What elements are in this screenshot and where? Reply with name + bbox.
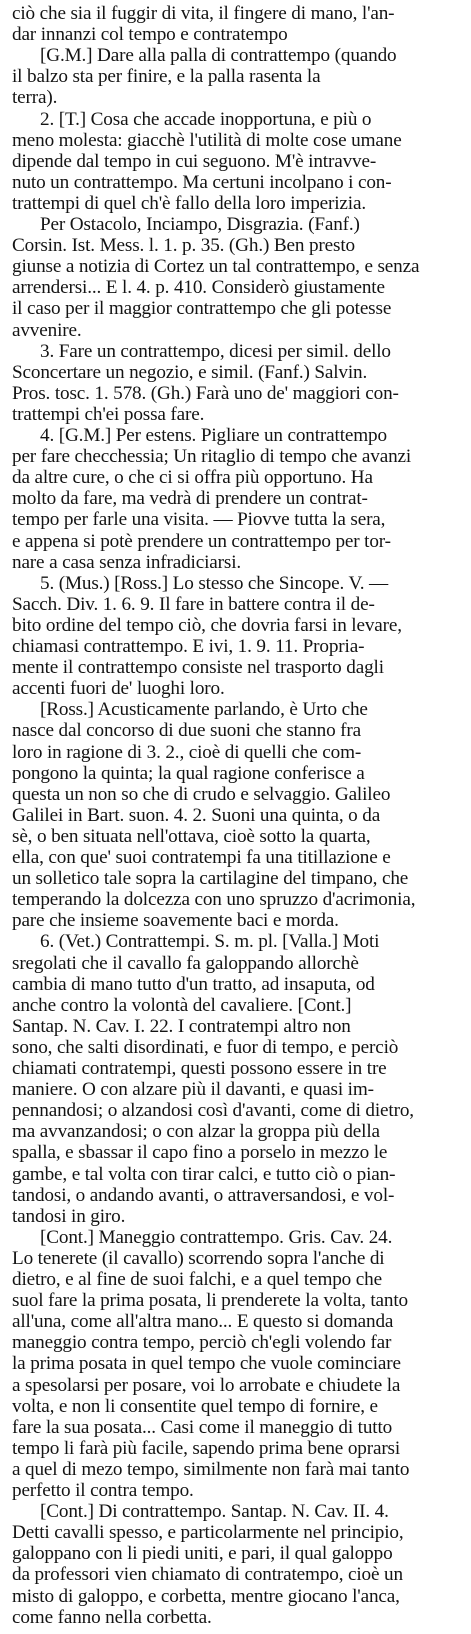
text-line: un solletico tale sopra la cartilagine del timpano, che <box>12 868 409 890</box>
text-line: tempo li farà più facile, sapendo prima bene oprarsi <box>12 1437 401 1459</box>
text-line: trattempi ch'ei possa fare. <box>12 403 205 425</box>
text-line: tandosi, o andando avanti, o attraversandosi, e vol- <box>12 1184 395 1206</box>
text-line: fare la sua posata... Casi come il maneggio di tutto <box>12 1416 393 1438</box>
text-line: Sconcertare un negozio, e simil. (Fanf.) Salvin. <box>12 361 368 383</box>
text-line: mente il contrattempo consiste nel trasporto dagli <box>12 657 384 679</box>
text-line: tempo per farle una visita. — Piovve tutta la sera, <box>12 509 386 531</box>
text-line: accenti fuori de' luoghi loro. <box>12 678 225 700</box>
text-line: il balzo sta per finire, e la palla rasenta la <box>12 66 321 88</box>
text-line: [Cont.] Maneggio contrattempo. Gris. Cav. 24. <box>40 1226 393 1248</box>
text-line: 4. [G.M.] Per estens. Pigliare un contrattempo <box>40 425 387 446</box>
text-line: bito ordine del tempo ciò, che dovria farsi in levare, <box>12 614 402 636</box>
text-line: 6. (Vet.) Contrattempi. S. m. pl. [Valla.] Moti <box>40 931 380 953</box>
text-line: maniere. O con alzare più il davanti, e quasi im- <box>12 1079 374 1101</box>
text-line: cambia di mano tutto d'un tratto, ad insaputa, od <box>12 973 375 995</box>
text-line: Lo tenerete (il cavallo) scorrendo sopra l'anche di <box>12 1247 385 1269</box>
text-line: [G.M.] Dare alla palla di contrattempo (quando <box>40 45 397 67</box>
text-line: ella, con que' suoi contratempi fa una titillazione e <box>12 847 391 868</box>
text-line: tandosi in giro. <box>12 1205 126 1227</box>
text-line: trattempi di quel ch'è fallo della loro imperizia. <box>12 192 366 214</box>
text-line: gambe, e tal volta con tirar calci, e tutto ciò o pian- <box>12 1163 396 1185</box>
text-line: dipende dal tempo in cui seguono. M'è intravve- <box>12 150 377 172</box>
text-line: Corsin. Ist. Mess. l. 1. p. 35. (Gh.) Ben presto <box>12 235 355 257</box>
text-line: pennandosi; o alzandosi così d'avanti, come di dietro, <box>12 1100 414 1122</box>
text-line: a spesolarsi per posare, voi lo arrobate e chiudete la <box>12 1374 401 1396</box>
text-line: perfetto il contra tempo. <box>12 1480 194 1501</box>
text-line: da professori vien chiamato di contratempo, cioè un <box>12 1564 403 1586</box>
text-line: pare che insieme soavemente baci e morda. <box>12 910 339 932</box>
text-line: giunse a notizia di Cortez un tal contrattempo, e senza <box>12 256 420 278</box>
text-line: loro in ragione di 3. 2., cioè di quelli che com- <box>12 741 362 763</box>
text-line: avvenire. <box>12 319 82 341</box>
text-line: dar innanzi col tempo e contratempo <box>12 24 288 46</box>
text-line: arrendersi... E l. 4. p. 410. Considerò giustamente <box>12 277 385 299</box>
text-line: meno molesta: giacchè l'utilità di molte cose umane <box>12 129 402 151</box>
text-line: ciò che sia il fuggir di vita, il fingere di mano, l'an- <box>12 3 395 24</box>
text-line: la prima posata in quel tempo che vuole cominciare <box>12 1353 401 1375</box>
text-line: chiamasi contrattempo. E ivi, 1. 9. 11. Propria- <box>12 636 365 657</box>
text-line: spalla, e sbassar il capo fino a porselo in mezzo le <box>12 1142 388 1164</box>
text-line: il caso per il maggior contrattempo che gli potesse <box>12 298 392 320</box>
text-line: misto di galoppo, e corbetta, mentre giocano l'anca, <box>12 1585 400 1607</box>
text-line: Detti cavalli spesso, e particolarmente nel principio, <box>12 1522 404 1544</box>
text-line: suol fare la prima posata, li prenderete la volta, tanto <box>12 1290 408 1312</box>
text-line: [Ross.] Acusticamente parlando, è Urto che <box>40 699 368 721</box>
text-line: sregolati che il cavallo fa galoppando allorchè <box>12 952 359 974</box>
text-line: 5. (Mus.) [Ross.] Lo stesso che Sincope. V. — <box>40 572 389 594</box>
text-line: per fare checchessia; Un ritaglio di tempo che avanzi <box>12 446 412 468</box>
text-line: nuto un contrattempo. Ma certuni incolpano i con- <box>12 171 392 193</box>
text-line: [Cont.] Di contrattempo. Santap. N. Cav. II. 4. <box>40 1501 389 1523</box>
text-line: anche contro la volontà del cavaliere. [Cont.] <box>12 994 352 1016</box>
text-line: dietro, e al fine de suoi falchi, e a quel tempo che <box>12 1269 382 1290</box>
text-line: galoppano con li piedi uniti, e pari, il qual galoppo <box>12 1543 393 1565</box>
text-line: a quel di mezo tempo, similmente non farà mai tanto <box>12 1458 410 1480</box>
text-line: volta, e non li consentite quel tempo di fornire, e <box>12 1395 378 1417</box>
text-line: temperando la dolcezza con uno spruzzo d'acrimonia, <box>12 889 416 911</box>
text-line: questa un non so che di crudo e selvaggio. Galileo <box>12 783 391 805</box>
text-line: Sacch. Div. 1. 6. 9. Il fare in battere contra il de- <box>12 593 375 615</box>
text-line: ma avvanzandosi; o con alzar la groppa più della <box>12 1121 380 1143</box>
text-line: e appena si potè prendere un contrattempo per tor- <box>12 530 391 552</box>
text-line: maneggio contra tempo, perciò ch'egli volendo far <box>12 1332 392 1354</box>
text-line: 3. Fare un contrattempo, dicesi per simil. dello <box>40 340 391 362</box>
text-line: Pros. tosc. 1. 578. (Gh.) Farà uno de' maggiori con- <box>12 382 399 404</box>
text-line: 2. [T.] Cosa che accade inopportuna, e più o <box>40 108 372 130</box>
text-line: da altre cure, o che ci si offra più opportuno. Ha <box>12 467 373 489</box>
text-line: Galilei in Bart. suon. 4. 2. Suoni una quinta, o da <box>12 804 381 826</box>
text-line: sè, o ben situata nell'ottava, cioè sotto la quarta, <box>12 825 371 847</box>
text-line: nare a casa senza infradiciarsi. <box>12 551 242 573</box>
text-line: terra). <box>12 87 58 109</box>
text-line: chiamati contratempi, questi possono essere in tre <box>12 1058 387 1079</box>
text-line: Santap. N. Cav. I. 22. I contratempi altro non <box>12 1015 351 1037</box>
text-line: nasce dal concorso di due suoni che stanno fra <box>12 720 362 742</box>
text-line: Per Ostacolo, Inciampo, Disgrazia. (Fanf.) <box>40 214 360 235</box>
text-line: all'una, come all'altra mano... E questo si domanda <box>12 1311 394 1333</box>
text-line: molto da fare, ma vedrà di prendere un contrat- <box>12 488 368 510</box>
text-line: come fanno nella corbetta. <box>12 1606 212 1628</box>
text-line: pongono la quinta; la qual ragione conferisce a <box>12 762 365 784</box>
text-line: sono, che salti disordinati, e fuor di tempo, e perciò <box>12 1036 399 1058</box>
